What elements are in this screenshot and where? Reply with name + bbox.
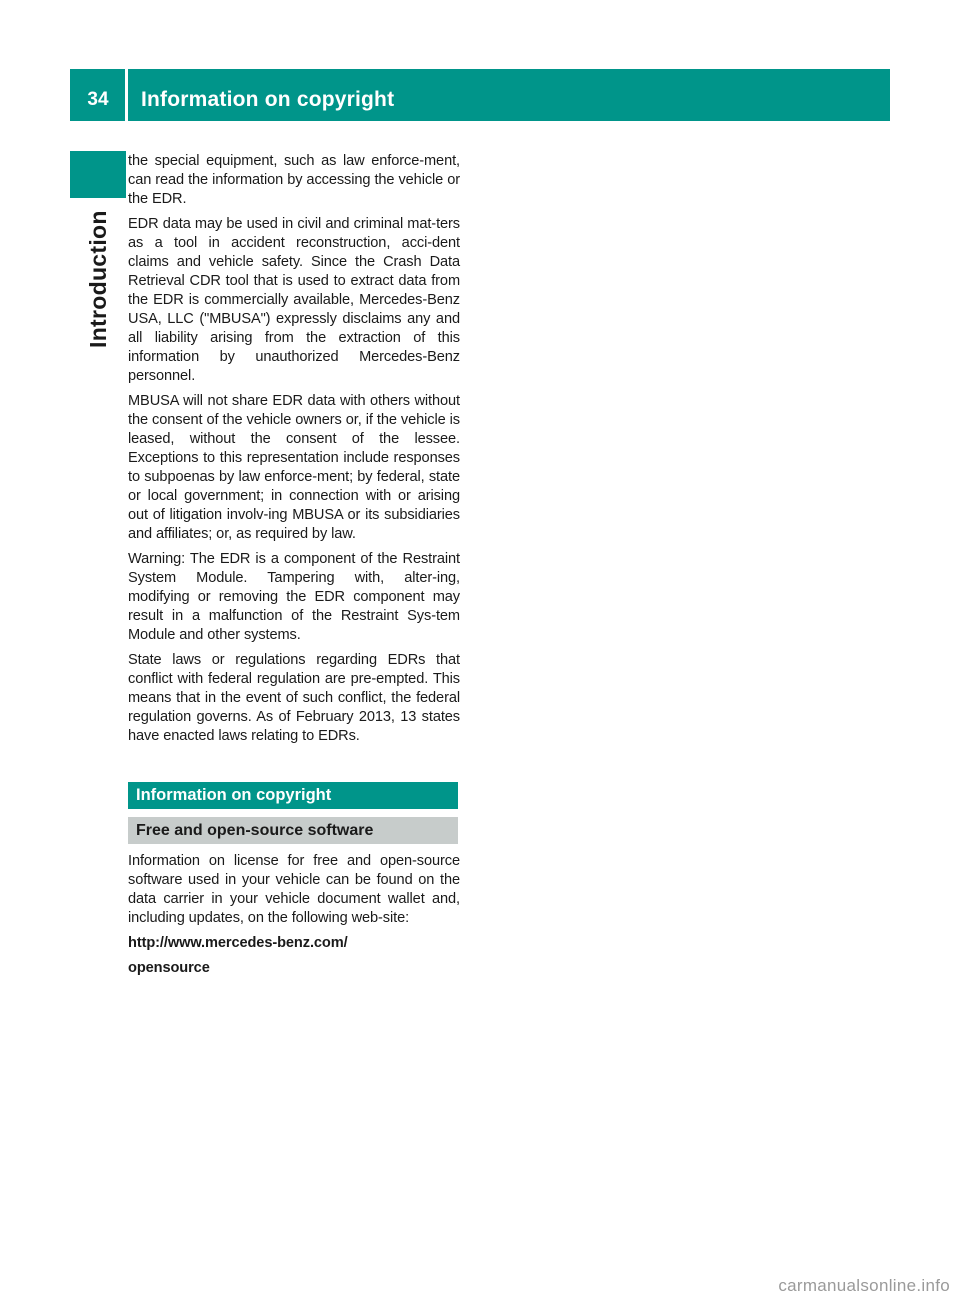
paragraph: MBUSA will not share EDR data with others without the consent of the vehicle owners or, if the vehicle is leased, without the consent of the lessee. Exceptions to this representation include responses to subpoenas by law enforce-​ment; by federal, state or local government; in connection with or arising out of litigation involv-​ing MBUSA or its subsidiaries and affiliates; or, as required by law. — [128, 393, 460, 542]
body-text — [128, 152, 460, 752]
paragraph: Warning: The EDR is a component of the Restraint System Module. Tampering with, alter-​ing, modifying or removing the EDR component may result in a malfunction of the Restraint Sys-​tem Module and other systems. — [128, 551, 460, 643]
chapter-tab-marker — [70, 151, 126, 198]
section-heading: Information on copyright — [128, 782, 458, 809]
watermark: carmanualsonline.info — [778, 1276, 950, 1295]
copyright-paragraph: Information on license for free and open-source software used in your vehicle can be found on the data carrier in your vehicle document wallet and, including updates, on the following web-​site: — [128, 853, 460, 926]
chapter-label-text: Introduction — [85, 210, 111, 348]
header-divider — [125, 69, 128, 121]
paragraph: EDR data may be used in civil and criminal mat-​ters as a tool in accident reconstruction, acci-​dent claims and vehicle safety. Since the Crash Data Retrieval CDR tool that is used to extract data from the EDR is commercially available, Mercedes-Benz USA, LLC ("MBUSA") expressly disclaims any and all liability arising from the extraction of this information by unauthorized Mercedes-Benz personnel. — [128, 216, 460, 384]
subsection-heading: Free and open-source software — [128, 817, 458, 844]
chapter-label — [83, 200, 113, 350]
opensource-link-line1[interactable]: http://www.mercedes-benz.com/ — [128, 935, 348, 951]
paragraph: State laws or regulations regarding EDRs that conflict with federal regulation are pre-empted. This means that in the event of such conflict, the federal regulation governs. As of February 2013, 13 states have enacted laws relating to EDRs. — [128, 652, 460, 744]
paragraph: the special equipment, such as law enforce-​ment, can read the information by accessing the vehicle or the EDR. — [128, 153, 460, 207]
page-title: Information on copyright — [141, 88, 395, 111]
copyright-text — [128, 852, 460, 984]
page-number: 34 — [87, 89, 109, 110]
opensource-link-line2[interactable]: opensource — [128, 960, 210, 976]
